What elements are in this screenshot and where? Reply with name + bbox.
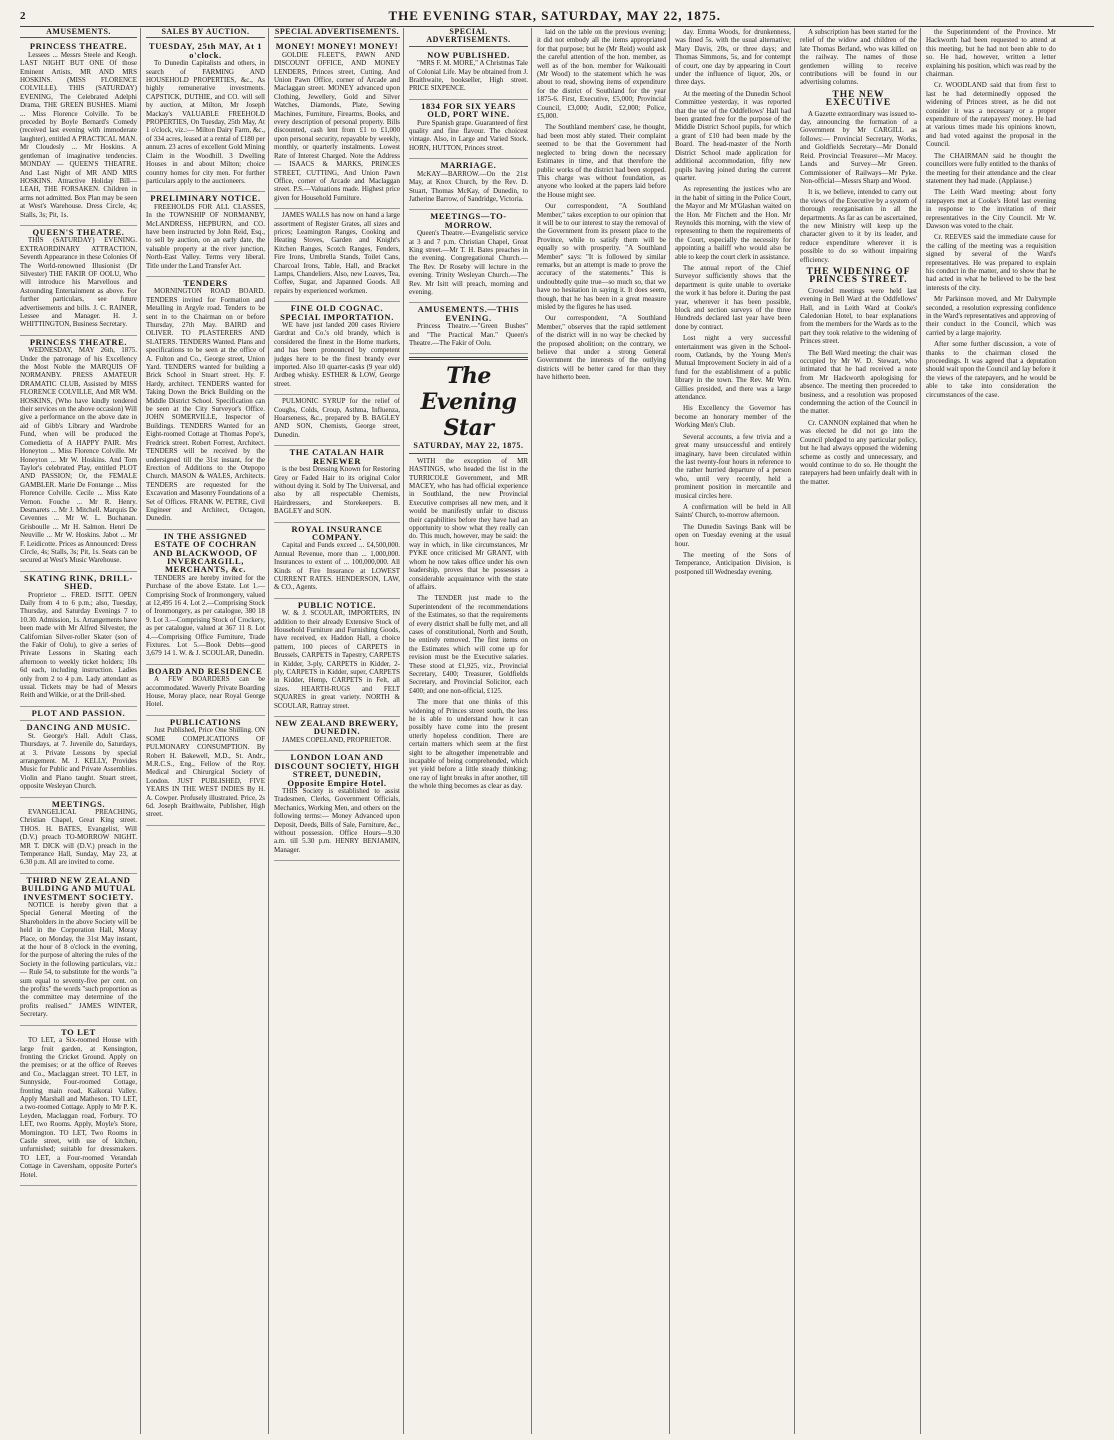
article-paragraph: day. Emma Woods, for drunkenness, was fined 5s. with the usual alternative; Mary Davis, 20s, or three days; and Thomas Simmons, 5s, and for contempt of court, one day by appearing in Court under the influence of liquor, 20s, or three days.: [675, 28, 791, 87]
column-news-7: [800, 28, 921, 1434]
advertisement: [20, 721, 137, 797]
advertisement: [20, 707, 137, 721]
advertisement-heading: MARRIAGE.: [440, 160, 497, 171]
advertisement-body: McKAY—BARROW.—On the 21st May, at Knox Church, by the Rev. D. Stuart, Thomas McKay, of Dunedin, to Jatherine Barrow, of Sandridge, Victoria.: [409, 169, 528, 203]
advertisement-body: Just Published, Price One Shilling. ON SOME COMPLICATIONS OF PULMONARY CONSUMPTION. By Robert H. Bakewell, M.D., St. Andr., M.R.C.S., Eng., Fellow of the Roy. Medical and Chirurgical Society of London. JUST PUBLISHED, FIVE YEARS IN THE WEST INDIES By H. A. Cowper. Profusely illustrated. Price, 2s 6d. Joseph Braithwaite, Publisher, High street.: [146, 726, 265, 819]
advertisement: [20, 40, 137, 226]
advertisement: [20, 1026, 137, 1186]
column-news-8: [926, 28, 1059, 1434]
article-paragraph: Several accounts, a few trivia and a great many unsuccessful and entirely imaginary, have been circulated within the last twenty-four hours in reference to the rather hurried departure of a person who, until very recently, held a prominent position in mercantile and musical circles here.: [675, 432, 791, 500]
article-paragraph: Cr. CANNON explained that when he was elected he did not go into the Council pledged to any particular policy, but he had always opposed the widening scheme as costly and unnecessary, and would continue to do so. He thought the ratepayers had been unfairly dealt with in the matter.: [800, 418, 917, 486]
advertisement: [274, 599, 400, 717]
advertisement: [20, 336, 137, 572]
advertisement-heading: TENDERS: [183, 277, 228, 288]
advertisement: [146, 530, 265, 665]
advertisement-heading: PUBLICATIONS: [169, 716, 242, 727]
article-paragraph: A subscription has been started for the relief of the widow and children of the late Thomas Berland, who was killed on the railway. The names of those gentlemen willing to receive contributions will be found in our advertising columns.: [800, 28, 917, 87]
advertisement: [274, 40, 400, 209]
advertisement: [274, 717, 400, 751]
advertisement-body: TENDERS are hereby invited for the Purchase of the above Estate. Lot 1.—Comprising Stock of Ironmongery, valued at 12,495 16 4. Lot 2.—Comprising Stock of Ironmongery, as per catalogue, 380 18 9. Lot 3.—Comprising Stock of Crockery, as per catalogue, valued at 367 11 8. Lot 4.—Comprising Office Furniture, Trade Fixtures. Lot 5.—Book Debts—good 3,679 14 1. W. & J. SCOULAR, Dunedin.: [146, 573, 265, 658]
advertisement: [146, 40, 265, 192]
advertisement: [20, 226, 137, 336]
advertisement-body: "MRS F. M. MORE," A Christmas Tale of Colonial Life. May be obtained from J. Braithwaite, bookseller, High street. PRICE SIXPENCE.: [409, 59, 528, 93]
article-paragraph: Crowded meetings were held last evening in Bell Ward at the Oddfellows' Hall, and in Leith Ward at Cooke's Caledonian Hotel, to hear explanations from the members for the Wards as to the part they took relative to the widening of Princes street.: [800, 286, 917, 346]
advertisement-body: Capital and Funds exceed ... £4,500,000. Annual Revenue, more than ... 1,000,000. Insurances to extent of ... 100,000,000. All Kinds of Fire Insurance at LOWEST CURRENT RATES. HENDERSON, LAW, & CO., Agents.: [274, 541, 400, 592]
advertisement: [146, 665, 265, 716]
column-amusements: [20, 28, 141, 1434]
article-paragraph: The Leith Ward meeting: about forty ratepayers met at Cooke's Hotel last evening in response to the invitation of their representatives in the City Council. Mr W. Dawson was voted to the chair.: [926, 188, 1056, 230]
paper-title: The Evening Star: [420, 363, 517, 442]
advertisement: [146, 716, 265, 826]
advertisement-heading: PLOT AND PASSION.: [31, 707, 126, 718]
article-paragraph: Cr. WOODLAND said that from first to last he had determinedly opposed the widening of Princes street, as he did not consider it was a necessary or a proper expenditure of the ratepayers' money. He had at various times made his opinions known, and had voted against the proposal in the Council.: [926, 81, 1056, 149]
article-paragraph: A Gazette extraordinary was issued to-day, announcing the formation of a Government by Mr CARGILL as follows:— Provincial Secretary, Works, and Goldfields Secretary—Mr Donald Reid. Provincial Treasurer—Mr Macey. Lands and Survey—Mr Green. Commissioner of Railways—Mr Pyke. Non-official—Messrs Sharp and Wood.: [800, 109, 917, 185]
advertisement-heading: PRELIMINARY NOTICE.: [150, 193, 261, 204]
article-paragraph: Our correspondent, "A Southland Member," observes that the rapid settlement of the district will in no way be checked by the proposed abolition; on the contrary, we believe that under a strong General Government the interests of the outlying districts will be better cared for than they have hitherto been.: [537, 314, 666, 382]
advertisement: [20, 572, 137, 707]
advertisement-body: PULMONIC SYRUP for the relief of Coughs, Colds, Croup, Asthma, Influenza, Hoarseness, &c., prepared by B. BAGLEY AND SON, Chemists, George street, Dunedin.: [274, 397, 400, 439]
article-paragraph: The CHAIRMAN said he thought the councillors were fully entitled to the thanks of the meeting for their attendance and the clear statement they had made. (Applause.): [926, 151, 1056, 185]
advertisement-heading: MEETINGS—TO-MORROW.: [430, 211, 507, 230]
advertisement-heading: THE CATALAN HAIR RENEWER: [289, 447, 385, 466]
article-paragraph: His Excellency the Governor has become an honorary member of the Working Men's Club.: [675, 404, 791, 430]
leader-paragraph: The more that one thinks of this widening of Princes street south, the less he is able to understand how it can possibly have come into the present utterly hopeless condition. There are certain matters which seem at the first sight to be altogether impenetrable and incapable of being comprehended, which yet yield before a little steady thinking; one ray of light breaks in after another, till the whole thing becomes as clear as day.: [409, 698, 528, 791]
advertisement-heading: MEETINGS.: [51, 798, 106, 809]
article-paragraph: Our correspondent, "A Southland Member," takes exception to our opinion that it will be to our interest to stay the removal of the Government from its present place to the Province, while to satisfy them will be equally so with prosperity. "A Southland Member" says: "It is followed by similar remarks, but an attempt is made to prove the accuracy of the statements." This is undoubtedly quite true—so much so, that we have no hesitation in saying it. It does seem, though, that he has been in a great measure misled by the figures he has used.: [537, 202, 666, 311]
advertisement-body: Pure Spanish grape. Guaranteed of first quality and fine flavour. The choicest vintage. Also, in Large and Varied Stock. HORN, HUTTON, Princes street.: [409, 118, 528, 152]
leader-paragraph: The TENDER just made to the Superintendent of the recommendations of the Estimates, so that the requirements of every district shall be fully met, and all cases of constitutional, North and South, be entirely removed. The first items on the Estimates which will come up for revision must be the Executive salaries. These stood at £1,925, viz., Provincial Secretary, £400; Treasurer, Goldfields Secretary, and Provincial Solicitor, each £400; and one non-official, £125.: [409, 594, 528, 695]
advertisement-body: FREEHOLDS FOR ALL CLASSES, In the TOWNSHIP OF NORMANBY, McLANDRESS, HEPBURN, and CO. have been instructed by John Reid, Esq., to sell by auction, on an early date, the valuable property at the river junction, North-East Valley. Terms very liberal. Title under the Land Transfer Act.: [146, 202, 265, 270]
advertisement-body: To Dunedin Capitalists and others, in search of FARMING AND HOUSEHOLD PROPERTIES, &c., As highly remunerative investments. CAPSTICK, DUTHIE, and CO. will sell by auction, at Milton, Mr Joseph Mackay's VALUABLE FREEHOLD PROPERTIES, On Tuesday, 25th May, At 1 o'clock, viz.:— Milton Dairy Farm, &c., of 334 acres, leased at a rental of £180 per annum. 23 acres of excellent Gold Mining Claim in the Woodhill. 3 Dwelling Houses in and about Milton; choice country homes for city men. For further particulars apply to the auctioneers.: [146, 59, 265, 185]
page-number: 2: [20, 10, 26, 22]
advertisement-heading: ROYAL INSURANCE COMPANY.: [291, 523, 383, 542]
advertisement-body: TO LET, a Six-roomed House with large fruit garden, at Kensington, fronting the Cricket Ground. Apply on the premises; or at the office of Reeves and Co., Maclaggan street. TO LET, in Sunnyside, Four-roomed Cottage, fronting main road, Kaikorai Valley. Apply Marshall and Matheson. TO LET, a two-roomed Cottage. Apply to Mr P. K. Leyden, Maclaggan road, Forbury. TO LET, two Rooms. Apply, Moyle's Store, Mornington. TO LET, Two Rooms in Castle street, with use of kitchen, unfurnished; suitable for dressmakers. TO LET, a Four-roomed Verandah Cottage in Caversham, opposite Porter's Hotel.: [20, 1036, 137, 1179]
advertisement-body: Princess Theatre.—"Green Bushes" and "The Practical Man." Queen's Theatre.—The Fakir of Oolu.: [409, 322, 528, 347]
advertisement-heading: PRINCESS THEATRE.: [29, 41, 128, 52]
advertisement-heading: PRINCESS THEATRE.: [29, 336, 128, 347]
advertisement: [20, 798, 137, 874]
dateline: SATURDAY, MAY 22, 1875.: [409, 442, 528, 453]
advertisement-heading: FINE OLD COGNAC. SPECIAL IMPORTATION.: [280, 303, 394, 322]
advertisement-body: Queen's Theatre.—Evangelistic service at 3 and 7 p.m. Christian Chapel, Great King street.—Mr T. H. Bates preaches in the evening. Congregational Church.—The Rev. Dr Roseby will lecture in the evening. Trinity Wesleyan Church.—The Rev. Mr Isitt will preach, morning and evening.: [409, 229, 528, 296]
columns-grid: [20, 28, 1094, 1434]
advertisement-heading: TO LET: [61, 1026, 96, 1037]
column-news-5: [537, 28, 670, 1434]
advertisement-heading: AMUSEMENTS.—THIS EVENING.: [417, 304, 520, 323]
article-paragraph: As representing the justices who are in the habit of sitting in the Police Court, the Mayor and Mr M'Glashan waited on the Hon. Mr Fitchett and the Hon. Mr Reynolds this morning, with the view of representing to them the requirements of the Court, especially the necessity for appointing a bailiff who would also be able to keep the court clerk in assistance.: [675, 185, 791, 261]
advertisement-heading: QUEEN'S THEATRE.: [32, 226, 125, 237]
advertisement-body: WE have just landed 200 cases Riviere Gardrat and Co.'s old brandy, which is considered the finest in the Home markets, and has been pronounced by competent judges here to be the finest brandy ever imported. Also 10 quarter-casks (9 year old) Ardbeg whisky. ESTHER & LOW, George street.: [274, 321, 400, 388]
advertisement-heading: THIRD NEW ZEALAND BUILDING AND MUTUAL INVESTMENT SOCIETY.: [21, 874, 136, 902]
column-auctions: [146, 28, 269, 1434]
column-heading: SPECIAL ADVERTISEMENTS.: [409, 28, 528, 47]
advertisement-body: THIS (SATURDAY) EVENING. EXTRAORDINARY ATTRACTION, Seventh Appearance in these Colonies Of The World-renowned Illusionist (Dr Silvester) THE FAKIR OF OOLU, Who will introduce his Marvellous and Astounding Entertainment as above. For further particulars, see future advertisements and bills. J. C. RAINER, Lessee and Manager. H. J. WHITTINGTON, Business Secretary.: [20, 236, 137, 329]
advertisement-body: WEDNESDAY, MAY 26th, 1875. Under the patronage of his Excellency the Most Noble the MARQUIS OF NORMANBY. PRESS AMATEUR DRAMATIC CLUB, Assisted by MISS FLORENCE COLVILLE, And MR WM. HOSKINS, (Who have kindly tendered their services on the above occasion) Will give a performance on the above date in aid of Gibb's Library and Wardrobe Fund, when will be produced the Comedietta of A HAPPY PAIR. Mrs Honeyton ... Miss Florence Colville. Mr Honeyton ... Mr W. Hoskins. And Tom Taylor's celebrated Play, entitled PLOT AND PASSION; Or, the FEMALE GAMBLER. Marie De Fontange ... Miss Florence Colville. Cecile ... Miss Kate Vernon. Fouche ... Mr R. Henry. Desmarets ... Mr J. Mitchell. Marquis De Cevennes ... Mr W. L. Buchanan. Grisboulle ... Mr H. Salmon. Henri De Neuville ... Mr W. Hoskins. Jabot ... Mr F. Leidicotte. Prices as Announced: Dress Circle, 4s; Stalls, 3s; Pit, 1s. Seats can be secured at West's Music Warehouse.: [20, 346, 137, 565]
advertisement: [409, 159, 528, 210]
advertisement-body: JAMES COPELAND, PROPRIETOR.: [282, 735, 392, 744]
advertisement-heading: LONDON LOAN AND DISCOUNT SOCIETY, HIGH STREET, DUNEDIN, Opposite Empire Hotel.: [274, 752, 400, 788]
advertisement: [409, 210, 528, 303]
article-paragraph: Mr Parkinson moved, and Mr Dalrymple seconded, a resolution expressing confidence in the Ward's representatives and approving of their conduct in the Council, which was carried by a large majority.: [926, 295, 1056, 337]
advertisement: [274, 209, 400, 302]
advertisement-heading: NEW ZEALAND BREWERY, DUNEDIN.: [275, 718, 399, 737]
column-heading: SALES BY AUCTION.: [146, 28, 265, 38]
advertisement: [409, 49, 528, 100]
column-heading: AMUSEMENTS.: [20, 28, 137, 38]
heading-new-executive: THE NEW EXECUTIVE: [825, 89, 892, 109]
article-paragraph: The annual report of the Chief Surveyor sufficiently shows that the department is quite unable to overtake the work it has before it. During the past year, wherever it has been possible, block and section surveys of the three Hundreds declared last year have been done by contract.: [675, 263, 791, 331]
advertisement-body: JAMES WALLS has now on hand a large assortment of Register Grates, all sizes and prices; Leamington Ranges, Cooking and Heating Stoves, Garden and Knight's Kitchen Ranges, Scotch Ranges, Fenders, Fire Irons, Umbrella Stands, Toilet Cans, Charcoal Irons, Table, Hall, and Bracket Lamps, Chandeliers. Also, new Loaves, Tea, Coffee, Sugar, and Japanned Goods. All repairs by experienced workmen.: [274, 211, 400, 295]
column-special-advertisements: [274, 28, 404, 1434]
advertisement-body: Proprietor ... FRED. ISITT. OPEN Daily from 4 to 6 p.m.; also, Tuesday, Thursday, and Saturday Evenings 7 to 10.30. Admission, 1s. Arrangements have been made with Mr Alfred Silvester, the Californian Silver-roller Skater (son of the Fakir of Oolu), to give a series of Private Lessons in Skating each afternoon to weekly ticket holders; 10s 6d each, including instruction. Ladies only from 2 to 4 p.m. Lady attendant as usual. Tickets may be had of Messrs Reith and Wilkie, or at the Drill-shed.: [20, 590, 137, 700]
column-news-6: [675, 28, 795, 1434]
advertisement: [274, 395, 400, 446]
advertisement: [274, 446, 400, 522]
advertisement: [20, 874, 137, 1026]
advertisement: [274, 302, 400, 395]
article-paragraph: The meeting of the Sons of Temperance, Anticipation Division, is postponed till Wednesday evening.: [675, 550, 791, 576]
advertisement-body: EVANGELICAL PREACHING, Christian Chapel, Great King street. THOS. H. BATES, Evangelist, Will (D.V.) preach TO-MORROW NIGHT. MR T. DICK will (D.V.) preach in the Temperance Hall, Sunday, May 23, at 6.30 p.m. All are invited to come.: [20, 807, 137, 867]
advertisement-body: is the best Dressing Known for Restoring Grey or Faded Hair to its original Color without dying it. Sold by The Universal, and also by all respectable Chemists, Hairdressers, and Storekeepers. B. BAGLEY and SON.: [274, 465, 400, 516]
advertisement-heading: NOW PUBLISHED.: [427, 49, 510, 60]
advertisement-body: NOTICE is hereby given that a Special General Meeting of the Shareholders in the above Society will be held in the Corporation Hall, Moray Place, on Monday, the 31st May instant, at the hour of 8 o'clock in the evening, for the purpose of altering the rules of the Society in the following particulars, viz.:— Rule 54, to substitute for the words "a sum equal to seventy-five per cent. on the profits" the words "such proportion as the committee may determine of the profits realised." JAMES WINTER, Secretary.: [20, 901, 137, 1019]
heading-widening-princes-street: THE WIDENING OF PRINCES STREET.: [806, 266, 911, 286]
advertisement: [409, 100, 528, 159]
masthead-title: THE EVENING STAR, SATURDAY, MAY 22, 1875.: [388, 8, 722, 23]
advertisement-heading: BOARD AND RESIDENCE: [148, 665, 263, 676]
advertisement: [409, 303, 528, 354]
advertisement-heading: IN THE ASSIGNED ESTATE OF COCHRAN AND BLACKWOOD, OF INVERCARGILL, MERCHANTS, &c.: [153, 530, 258, 575]
advertisement-body: MORNINGTON ROAD BOARD. TENDERS invited for Formation and Metalling in Argyle road. Tenders to be sent in to the Chairman on or before Thursday, 27th May. BAIRD and OLIVER. TO PLASTERERS AND SLATERS. TENDERS Wanted. Plans and specifications to be seen at the office of A. Fulton and Co., George street, Union Yard. TENDERS wanted for building a Brick School in Stuart street. Hy. F. Hardy, architect. TENDERS wanted for Taking Down the Brick Building on the Middle District School. Specification can be seen at the City Surveyor's Office. JOHN SOMERVILLE, Inspector of Buildings. TENDERS Wanted for an Eight-roomed Cottage at Thomas Pope's, Fredrick street. Robert Forrest, Architect. TENDERS will be received by the undersigned till the 31st instant, for the Erection of Additions to the Otepopo Church. MASON & WALES, Architects. TENDERS are requested for the Excavation and Masonry Foundations of a Set of Offices. FRANK W. PETRE, Civil Engineer and Architect, Octagon, Dunedin.: [146, 287, 265, 523]
advertisement-heading: SKATING RINK, DRILL-SHED.: [24, 572, 133, 592]
leader-paragraph: WITH the exception of MR HASTINGS, who headed the list in the TURRICOLE Government, and MR MACEY, who has had official experience in Southland, the new Provincial Executive comprises all new men, and it would be manifestly unfair to discuss their capabilities before they have had an opportunity to show what they really can do. This much, however, may be said: the way in which, in like circumstances, Mr PYKE once criticised Mr GRANT, with whom he now takes office under his own leadership, proves that he possesses a considerable acquaintance with the state of affairs.: [409, 456, 528, 591]
advertisement: [274, 523, 400, 599]
column-special-advertisements-2: [409, 28, 532, 1434]
advertisement-body: Lessees ... Messrs Steele and Keogh. LAST NIGHT BUT ONE Of those Eminent Artists, MR AND MRS HOSKINS. (MISS FLORENCE COLVILLE). THIS (SATURDAY) EVENING, The Celebrated Adelphi Drama, THE GREEN BUSHES. Miami ... Miss Florence Colville. To be preceded by Boyle Bernard's Comedy (received last evening with immoderate laughter), entitled A PRACTICAL MAN. Mr Cloudesly ... Mr Hoskins. A gentleman of imaginative tendencies. MONDAY — QUEEN'S THEATRE. And Last Night of MR AND MRS HOSKINS. Attractive Holiday Bill—LEAH, THE FORSAKEN. Children in arms not admitted. Box Plan may be seen at West's Warehouse. Dress Circle, 4s; Stalls, 3s; Pit, 1s.: [20, 50, 137, 219]
advertisement-body: A FEW BOARDERS can be accommodated. Waverly Private Boarding House, Moray place, near Royal George Hotel.: [146, 675, 265, 709]
article-paragraph: The Dunedin Savings Bank will be open on Tuesday evening at the usual hour.: [675, 522, 791, 548]
advertisement: [146, 192, 265, 277]
page-masthead: [20, 6, 1094, 27]
advertisement-body: GOLDIE FLEET'S, PAWN AND DISCOUNT OFFICE, AND MONEY LENDERS, Princes street, Cutting. And Union Pawn Office, corner of Arcade and Maclaggan street. MONEY advanced upon Clothing, Jewellery, Gold and Silver Watches, Diamonds, Plate, Sewing Machines, Furniture, Firearms, Books, and every description of personal property. Bills discounted, cash lent from £1 to £1,000 upon personal security, repayable by weekly, monthly, or quarterly instalments. Lowest Rate of Interest Charged. Note the Address— ISAACS & MARKS, PRINCES STREET, CUTTING, And Union Pawn Office, corner of Arcade and Maclaggan street. P.S.—Valuations made. Highest price given for Household Furniture.: [274, 50, 400, 202]
advertisement-body: St. George's Hall. Adult Class, Thursdays, at 7. Juvenile do, Saturdays, at 3. Private Lessons by special arrangement. M. J. KELLY, Provides Music for Public and Private Assemblies. Violin and Piano taught. Stuart street, opposite Wesleyan Church.: [20, 731, 137, 791]
article-paragraph: laid on the table on the previous evening; it did not embody all the items appropriated for that purpose; but he (Mr Reid) would ask the careful attention of the hon. member, as well as of the hon. member for Waikouaiti (Mr Wood) to the statement which he was about to read, showing items of expenditure for the district of Southland for the year 1875-6. First, Executive, £5,000; Provincial Council, £3,000; Audit, £2,000; Police, £5,000.: [537, 28, 666, 121]
advertisement-body: W. & J. SCOULAR, IMPORTERS, IN addition to their already Extensive Stock of Household Furniture and Furnishing Goods, have received, ex Haddon Hall, a choice pattern, 100 pieces of CARPETS in Brussels, CARPETS in Tapestry, CARPETS in Kidder, 3-ply, CARPETS in Kidder, 2-ply, CARPETS in Kidder, super, CARPETS in Kidder, Hemp, CARPETS in Felt, all sizes. HEARTH-RUGS and FELT SQUARES in great variety. NORTH & SCOULAR, Rattray street.: [274, 609, 400, 710]
advertisement-heading: DANCING AND MUSIC.: [26, 722, 131, 733]
advertisement-heading: 1834 FOR SIX YEARS OLD, PORT WINE.: [421, 100, 516, 120]
column-heading: SPECIAL ADVERTISEMENTS.: [274, 28, 400, 38]
article-paragraph: After some further discussion, a vote of thanks to the chairman closed the proceedings. It was agreed that a deputation should wait upon the Council and lay before it the views of the ratepayers, and he would be able to take into consideration the circumstances of the case.: [926, 340, 1056, 399]
article-paragraph: the Superintendent of the Province. Mr Hackworth had been requested to attend at this meeting, but he had not been able to do so. He had, however, written a letter explaining his position, which was read by the chairman.: [926, 28, 1056, 79]
advertisement-body: THIS Society is established to assist Tradesmen, Clerks, Government Officials, Mechanics, Working Men, and others on the following terms:— Money Advanced upon Deposit, Deeds, Bills of Sale, Furniture, &c., without possession. Office Hours—9.30 a.m. till 5.30 p.m. HENRY BENJAMIN, Manager.: [274, 786, 400, 854]
article-paragraph: The Southland members' case, he thought, had been most ably stated. Their complaint seemed to be that the Government had neglected to bring down the necessary Estimates in time, and that therefore the public works of the district had been stopped. This charge was without foundation, as anyone who looked at the papers laid before the House might see.: [537, 123, 666, 199]
article-paragraph: The Bell Ward meeting: the chair was occupied by Mr W. D. Stewart, who intimated that he had received a note from Mr Hackworth apologising for absence. The meeting then proceeded to business, and a resolution was proposed condemning the action of the Council in the matter.: [800, 348, 917, 416]
advertisement-heading: MONEY! MONEY! MONEY!: [275, 41, 399, 52]
article-paragraph: Cr. REEVES said the immediate cause for the calling of the meeting was a requisition signed by several of the Ward's representatives. He was prepared to explain his conduct in the matter, and to show that he had acted in what he believed to be the best interests of the city.: [926, 233, 1056, 292]
advertisement-heading: PUBLIC NOTICE.: [297, 599, 377, 610]
article-paragraph: It is, we believe, intended to carry out the views of the Executive by a system of thorough reorganisation in all the departments. As far as can be ascertained, the new Ministry will keep up the character given to it by its leader, and reduce expenditure wherever it is possible to do so without impairing efficiency.: [800, 188, 918, 264]
advertisement-heading: TUESDAY, 25th MAY, At 1 o'clock.: [148, 41, 263, 60]
article-paragraph: At the meeting of the Dunedin School Committee yesterday, it was reported that the use of the Oddfellows' Hall had been granted free for the purpose of the Middle District School pupils, for which a grant of £10 had been made by the Board. The head-master of the North District School made application for additional accommodation, fifty new pupils having joined during the current quarter.: [675, 89, 791, 182]
advertisement: [274, 751, 400, 861]
article-paragraph: Lost night a very successful entertainment was given in the School-room, Oatlands, by the Young Men's Mutual Improvement Society in aid of a fund for the establishment of a public library in the town. The Rev. Mr Wm. Gillies presided, and there was a large attendance.: [675, 334, 791, 402]
article-paragraph: A confirmation will be held in All Saints' Church, to-morrow afternoon.: [675, 502, 791, 520]
advertisement: [146, 277, 265, 530]
